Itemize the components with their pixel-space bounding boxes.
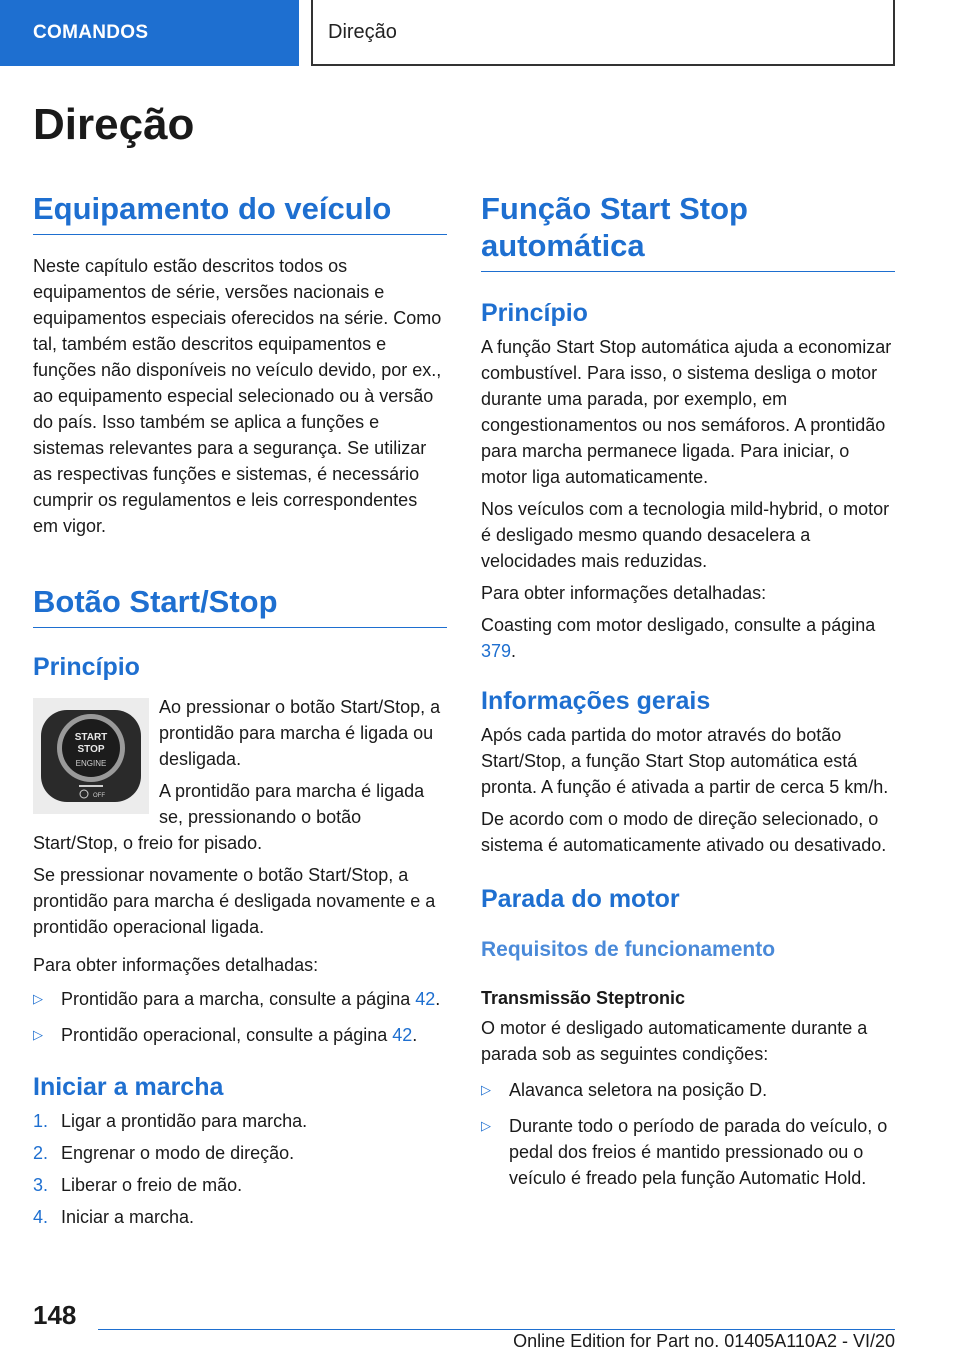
heading-vehicle-equipment: Equipamento do veículo bbox=[33, 190, 447, 235]
button-para-2: A prontidão para marcha é ligada se, pressionando o botão Start/Stop, o freio for pisado. bbox=[33, 781, 425, 854]
right-column bbox=[481, 190, 895, 1191]
triangle-bullet-icon: ▷ bbox=[481, 1118, 491, 1134]
svg-text:OFF: OFF bbox=[93, 793, 105, 800]
heading-button-principle: Princípio bbox=[33, 653, 140, 682]
engine-stop-para-1: O motor é desligado automaticamente durante a parada sob as seguintes condições: bbox=[481, 1018, 868, 1065]
triangle-bullet-icon: ▷ bbox=[481, 1082, 491, 1098]
list-item: ▷ Durante todo o período de parada do veículo, o pedal dos freios é mantido pressionado ou o veículo é freado pela função Automatic Hold. bbox=[481, 1113, 895, 1191]
button-para-3: Se pressionar novamente o botão Start/Stop, a prontidão para marcha é desligada novamente e a prontidão operacional ligada. bbox=[33, 865, 436, 938]
list-item: ▷ Prontidão para a marcha, consulte a página 42. bbox=[33, 986, 447, 1012]
button-para-1: Ao pressionar o botão Start/Stop, a prontidão para marcha é ligada ou desligada. bbox=[159, 697, 441, 770]
start-stop-button-icon bbox=[33, 698, 149, 814]
general-info-para-1: Após cada partida do motor através do botão Start/Stop, a função Start Stop automática está pronta. A função é ativada a partir de cerca 5 km/h. bbox=[481, 725, 889, 798]
heading-general-info: Informações gerais bbox=[481, 687, 711, 716]
heading-operating-requirements: Requisitos de funcionamento bbox=[481, 938, 776, 962]
chapter-tab[interactable]: Direção bbox=[311, 0, 895, 66]
page-link[interactable]: 42 bbox=[392, 1025, 413, 1046]
footer-edition: Online Edition for Part no. 01405A110A2 - VI/20 bbox=[513, 1331, 895, 1351]
auto-principle-para-1: A função Start Stop automática ajuda a economizar combustível. Para isso, o sistema desliga o motor durante uma parada, por exemplo, em congestionamentos ou nos semáforos. A prontidão para marcha permanece ligada. Para iniciar, o motor liga automaticamente. bbox=[481, 337, 892, 488]
heading-steptronic: Transmissão Steptronic bbox=[481, 988, 686, 1009]
left-column bbox=[33, 190, 447, 1230]
page-link[interactable]: 379 bbox=[481, 641, 512, 662]
step-item: 2. Engrenar o modo de direção. bbox=[33, 1143, 295, 1164]
vehicle-equipment-text: Neste capítulo estão descritos todos os equipamentos de série, versões nacionais e equipamentos especiais oferecidos na série. Como tal, também estão descritos equipamentos e funções não disponíveis no veículo devido, por ex., ao equipamento especial selecionado ou à versão do país. Isso também se aplica a funções e sistemas relevantes para a segurança. Se utilizar as respectivas funções e sistemas, é necessário cumprir os regulamentos e leis correspondentes em vigor. bbox=[33, 256, 442, 537]
start-stop-button-image bbox=[33, 698, 149, 814]
heading-engine-stop: Parada do motor bbox=[481, 885, 680, 914]
step-item: 3. Liberar o freio de mão. bbox=[33, 1175, 243, 1196]
auto-principle-para-3: Para obter informações detalhadas: bbox=[481, 583, 767, 604]
engine-stop-bullet-list bbox=[481, 1077, 895, 1191]
general-info-para-2: De acordo com o modo de direção selecionado, o sistema é automaticamente ativado ou desativado. bbox=[481, 809, 887, 856]
svg-text:START: START bbox=[74, 732, 108, 744]
step-item: 1. Ligar a prontidão para marcha. bbox=[33, 1111, 308, 1132]
footer-divider bbox=[98, 1329, 895, 1330]
heading-start-driving: Iniciar a marcha bbox=[33, 1073, 224, 1102]
list-item: ▷ Prontidão operacional, consulte a página 42. bbox=[33, 1022, 447, 1048]
triangle-bullet-icon: ▷ bbox=[33, 1027, 43, 1043]
page-title: Direção bbox=[33, 100, 195, 149]
svg-text:ENGINE: ENGINE bbox=[75, 759, 107, 769]
start-driving-steps bbox=[33, 1108, 447, 1230]
button-info-heading: Para obter informações detalhadas: bbox=[33, 955, 319, 976]
auto-principle-para-2: Nos veículos com a tecnologia mild-hybrid, o motor é desligado mesmo quando desacelera a velocidades mais reduzidas. bbox=[481, 499, 890, 572]
triangle-bullet-icon: ▷ bbox=[33, 991, 43, 1007]
list-item: ▷ Alavanca seletora na posição D. bbox=[481, 1077, 895, 1103]
page-link[interactable]: 42 bbox=[415, 989, 436, 1010]
step-item: 4. Iniciar a marcha. bbox=[33, 1207, 195, 1228]
page-number: 148 bbox=[33, 1300, 77, 1330]
section-tab[interactable]: COMANDOS bbox=[0, 0, 299, 66]
heading-auto-start-stop: Função Start Stop automática bbox=[481, 190, 895, 272]
svg-text:STOP: STOP bbox=[77, 744, 105, 756]
heading-start-stop-button: Botão Start/Stop bbox=[33, 583, 447, 628]
auto-principle-para-4: Coasting com motor desligado, consulte a página 379. bbox=[481, 615, 876, 662]
button-bullet-list bbox=[33, 986, 447, 1048]
heading-auto-principle: Princípio bbox=[481, 299, 588, 328]
